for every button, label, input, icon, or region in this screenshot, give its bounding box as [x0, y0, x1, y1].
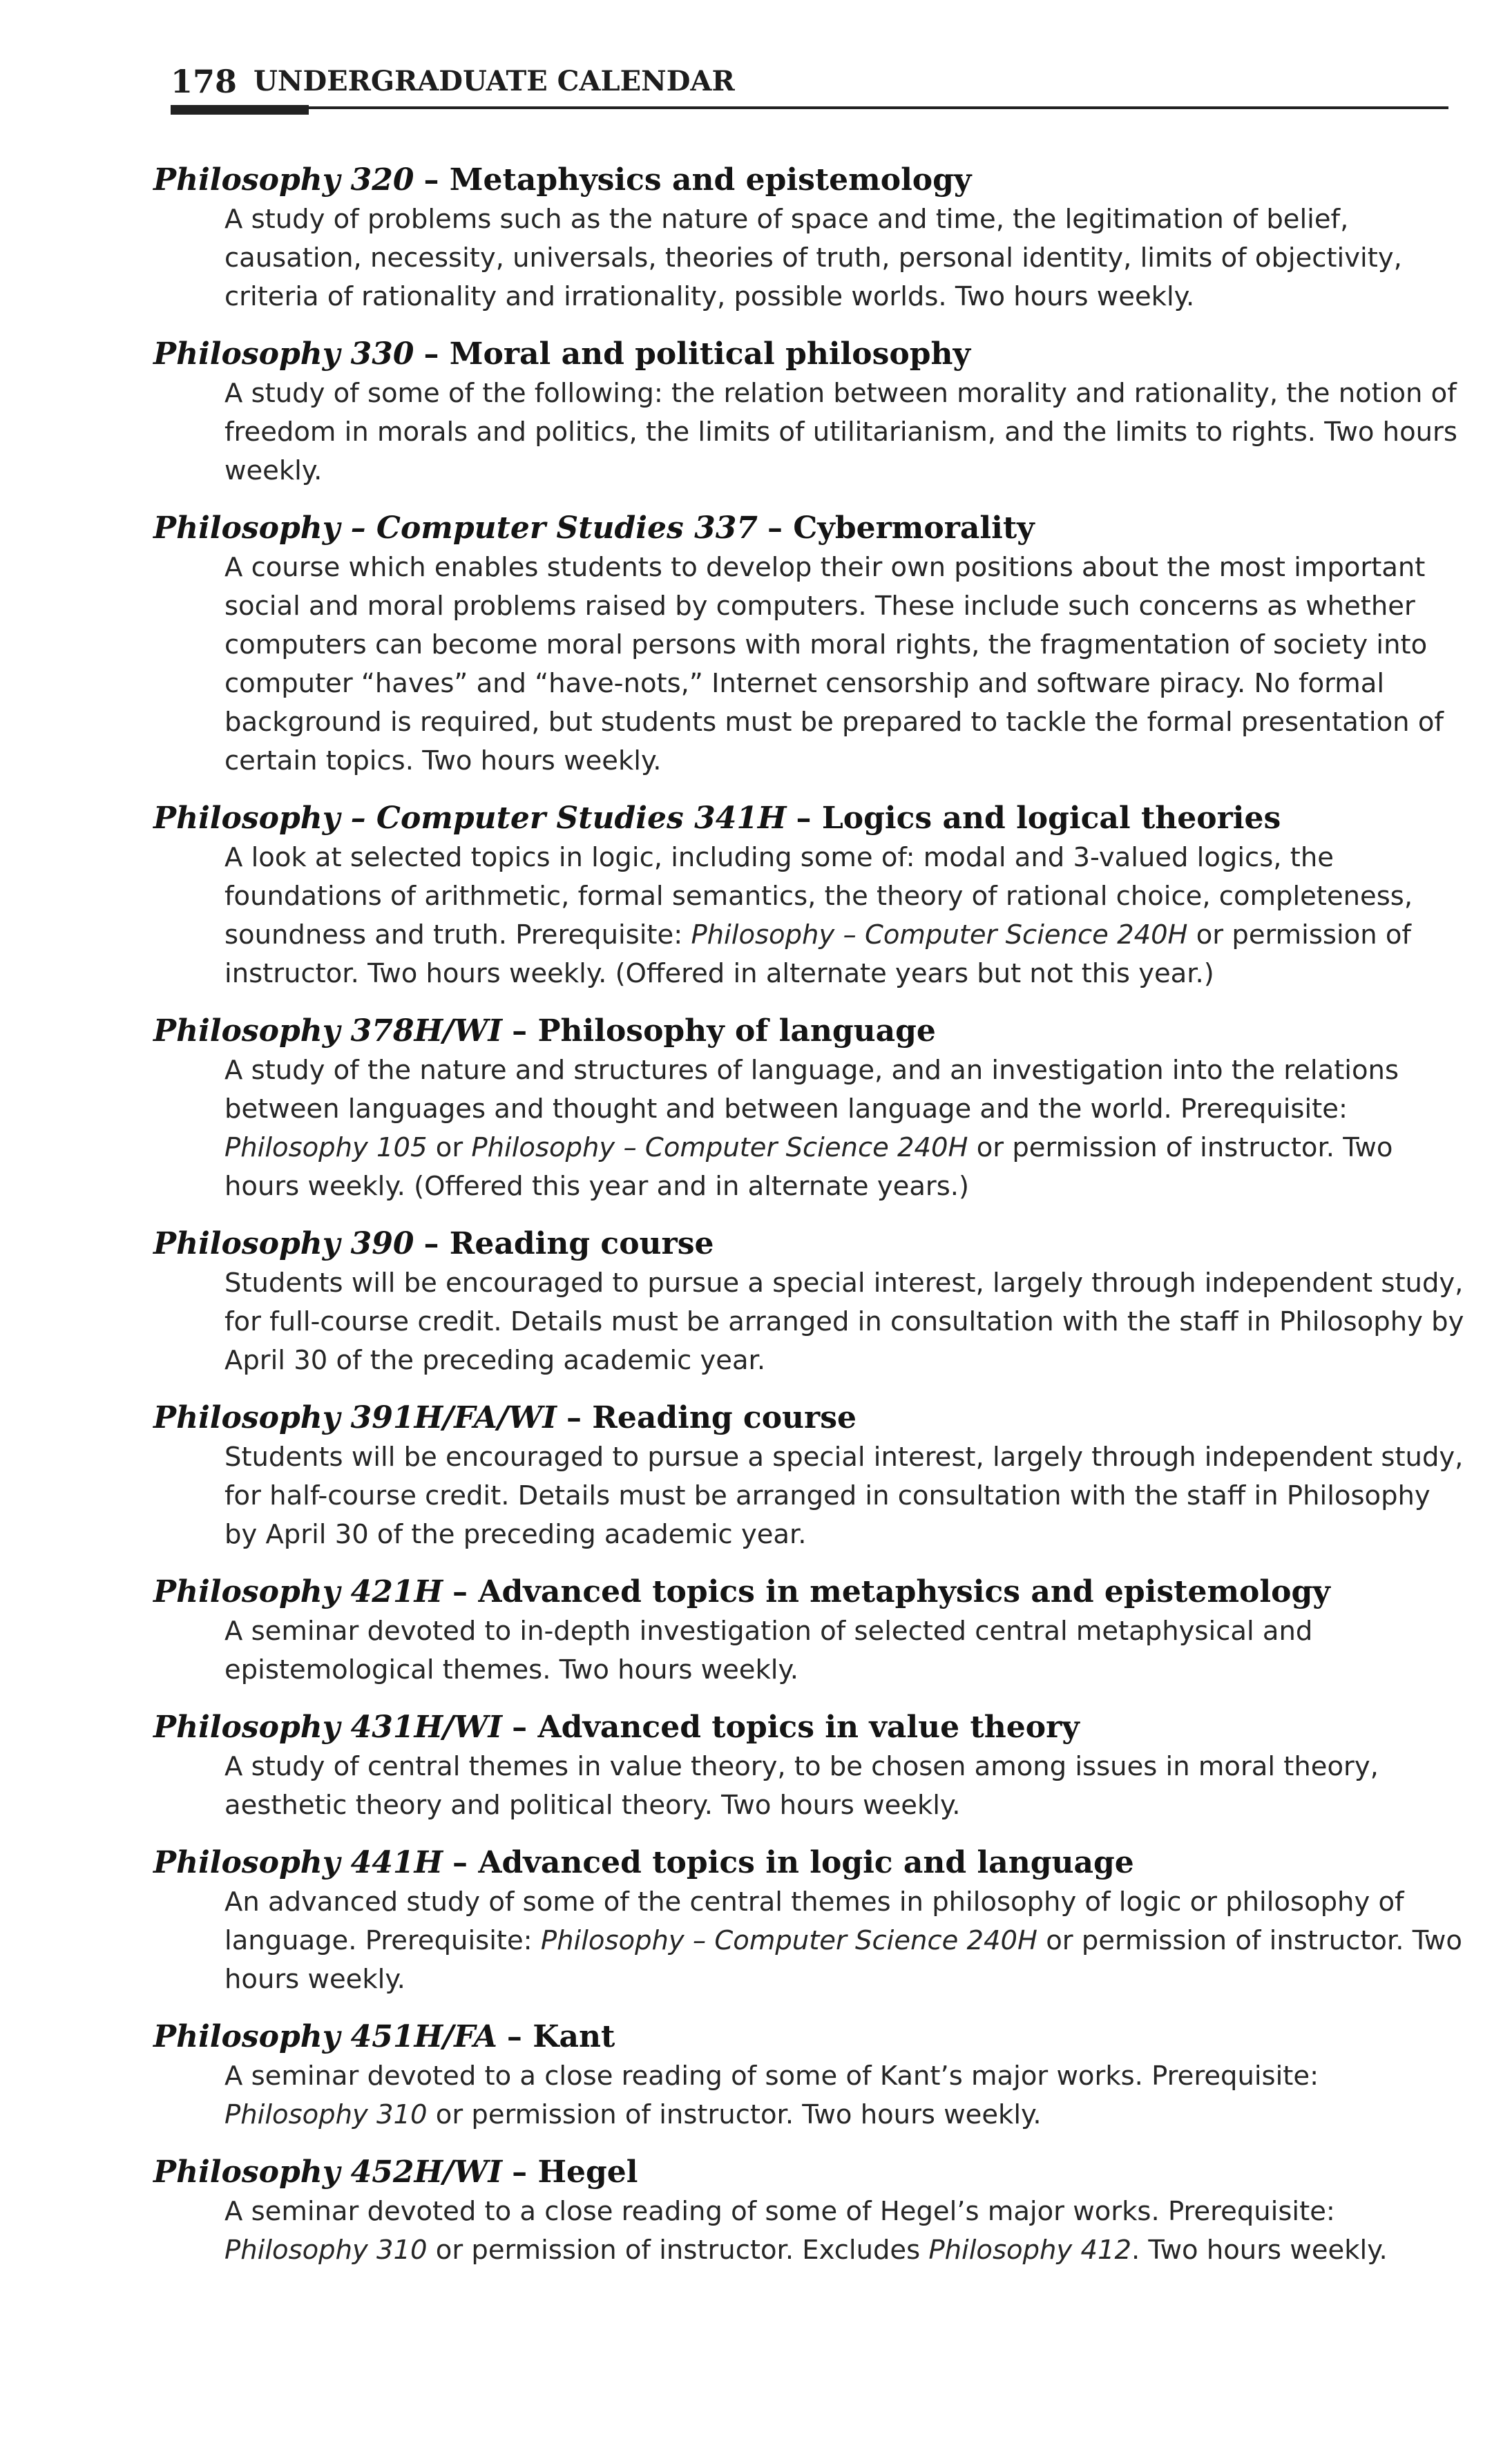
heading-dash: –	[512, 1013, 538, 1049]
heading-dash: –	[796, 801, 822, 836]
heading-dash: –	[506, 2019, 533, 2054]
course-entry	[153, 334, 1466, 490]
page-number: 178	[171, 63, 238, 100]
course-entry	[153, 1398, 1466, 1554]
course-reference: Philosophy – Computer Science 240H	[471, 1132, 968, 1163]
course-description: A study of some of the following: the relation between morality and rationality, the notion of freedom in morals and politics, the limits of utilitarianism, and the limits to rights. Two hours weekly.	[224, 378, 1457, 486]
description-text: . Two hours weekly.	[1131, 2235, 1388, 2266]
heading-dash: –	[423, 162, 450, 198]
course-title: Hegel	[537, 2154, 638, 2190]
running-title: UNDERGRADUATE CALENDAR	[253, 65, 735, 97]
course-title: Advanced topics in metaphysics and epistemology	[478, 1574, 1330, 1609]
course-entry	[153, 160, 1466, 316]
heading-dash: –	[423, 336, 450, 372]
course-heading	[153, 334, 1466, 374]
course-reference: Philosophy 310	[224, 2099, 428, 2130]
course-entry	[153, 508, 1466, 781]
course-entry	[153, 2152, 1466, 2270]
course-title: Logics and logical theories	[821, 801, 1281, 836]
description-text: An advanced study of some of the central themes in philosophy of logic or philosophy of language. Prerequisite:	[224, 1886, 1404, 1956]
course-description: A study of central themes in value theory, to be chosen among issues in moral theory, aesthetic theory and political theory. Two hours weekly.	[224, 1751, 1379, 1821]
course-code: Philosophy 421H	[153, 1574, 443, 1609]
course-entry	[153, 1843, 1466, 1999]
course-title: Reading course	[592, 1400, 857, 1435]
course-description	[224, 1883, 1466, 1999]
course-code: Philosophy 391H/FA/WI	[153, 1400, 557, 1435]
heading-dash: –	[452, 1845, 479, 1880]
heading-dash: –	[423, 1226, 450, 1261]
course-entry	[153, 1011, 1466, 1206]
course-title: Reading course	[449, 1226, 714, 1261]
course-description	[224, 2057, 1466, 2134]
course-heading	[153, 1398, 1466, 1438]
description-text: or permission of instructor. Excludes	[427, 2235, 929, 2266]
course-heading	[153, 1572, 1466, 1612]
course-code: Philosophy – Computer Studies 341H	[153, 801, 787, 836]
header-rule	[171, 106, 1448, 109]
description-text: A study of the nature and structures of language, and an investigation into the relations between languages and thought and between language and the world. Prerequisite:	[224, 1055, 1399, 1125]
course-description	[224, 1051, 1466, 1206]
course-list	[153, 160, 1466, 2288]
heading-dash: –	[452, 1574, 479, 1609]
description-text: or	[427, 1132, 472, 1163]
course-description: Students will be encouraged to pursue a special interest, largely through independent study, for half-course credit. Details must be arranged in consultation with the staff in Philosophy by April 30 of the preceding academic year.	[224, 1442, 1464, 1550]
description-text: A seminar devoted to a close reading of some of Kant’s major works. Prerequisite:	[224, 2061, 1319, 2092]
course-code: Philosophy 431H/WI	[153, 1710, 503, 1745]
heading-dash: –	[767, 510, 794, 546]
course-code: Philosophy 441H	[153, 1845, 443, 1880]
course-description: Students will be encouraged to pursue a special interest, largely through independent study, for full-course credit. Details must be arranged in consultation with the staff in Philosophy by April 30 of the preceding academic year.	[224, 1268, 1464, 1376]
course-code: Philosophy 378H/WI	[153, 1013, 503, 1049]
course-entry	[153, 1224, 1466, 1380]
course-description	[224, 2192, 1466, 2270]
page-header	[171, 59, 1448, 122]
course-entry	[153, 799, 1466, 993]
course-heading	[153, 799, 1466, 839]
course-title: Moral and political philosophy	[449, 336, 971, 372]
course-heading	[153, 160, 1466, 200]
course-title: Philosophy of language	[537, 1013, 936, 1049]
course-title: Metaphysics and epistemology	[449, 162, 972, 198]
course-code: Philosophy 320	[153, 162, 414, 198]
course-title: Advanced topics in logic and language	[478, 1845, 1134, 1880]
course-title: Cybermorality	[793, 510, 1035, 546]
course-reference: Philosophy – Computer Science 240H	[691, 919, 1188, 950]
course-code: Philosophy – Computer Studies 337	[153, 510, 758, 546]
course-reference: Philosophy – Computer Science 240H	[540, 1925, 1037, 1956]
heading-dash: –	[512, 2154, 538, 2190]
course-title: Advanced topics in value theory	[537, 1710, 1080, 1745]
description-text: A look at selected topics in logic, including some of: modal and 3-valued logics, the foundations of arithmetic, formal semantics, the theory of rational choice, completeness, soundness and truth. Prerequisite:	[224, 842, 1413, 950]
course-title: Kant	[533, 2019, 615, 2054]
heading-dash: –	[566, 1400, 593, 1435]
course-description: A study of problems such as the nature of space and time, the legitimation of belief, causation, necessity, universals, theories of truth, personal identity, limits of objectivity, criteria of rationality and irrationality, possible worlds. Two hours weekly.	[224, 204, 1402, 312]
description-text: A seminar devoted to a close reading of some of Hegel’s major works. Prerequisite:	[224, 2196, 1335, 2227]
course-code: Philosophy 390	[153, 1226, 414, 1261]
course-heading	[153, 1011, 1466, 1051]
course-code: Philosophy 451H/FA	[153, 2019, 497, 2054]
header-rule-accent	[171, 105, 309, 115]
course-code: Philosophy 330	[153, 336, 414, 372]
course-heading	[153, 1708, 1466, 1748]
course-description: A course which enables students to develop their own positions about the most important social and moral problems raised by computers. These include such concerns as whether computers can become moral persons with moral rights, the fragmentation of society into computer “haves” and “have-nots,” Internet censorship and software piracy. No formal background is required, but students must be prepared to tackle the formal presentation of certain topics. Two hours weekly.	[224, 552, 1444, 776]
course-entry	[153, 1572, 1466, 1690]
course-heading	[153, 1843, 1466, 1883]
heading-dash: –	[512, 1710, 538, 1745]
description-text: or permission of instructor. Two hours weekly.	[224, 1925, 1462, 1995]
course-reference: Philosophy 105	[224, 1132, 428, 1163]
course-code: Philosophy 452H/WI	[153, 2154, 503, 2190]
course-description: A seminar devoted to in-depth investigation of selected central metaphysical and epistemological themes. Two hours weekly.	[224, 1616, 1313, 1685]
course-heading	[153, 508, 1466, 548]
description-text: or permission of instructor. Two hours weekly. (Offered in alternate years but not this year.)	[224, 919, 1411, 989]
course-entry	[153, 1708, 1466, 1825]
description-text: or permission of instructor. Two hours weekly.	[427, 2099, 1042, 2130]
description-text: or permission of instructor. Two hours weekly. (Offered this year and in alternate years.)	[224, 1132, 1393, 1202]
course-heading	[153, 2152, 1466, 2192]
course-description	[224, 839, 1466, 993]
course-heading	[153, 1224, 1466, 1264]
course-reference: Philosophy 310	[224, 2235, 428, 2266]
course-heading	[153, 2017, 1466, 2057]
course-reference: Philosophy 412	[928, 2235, 1131, 2266]
course-entry	[153, 2017, 1466, 2134]
